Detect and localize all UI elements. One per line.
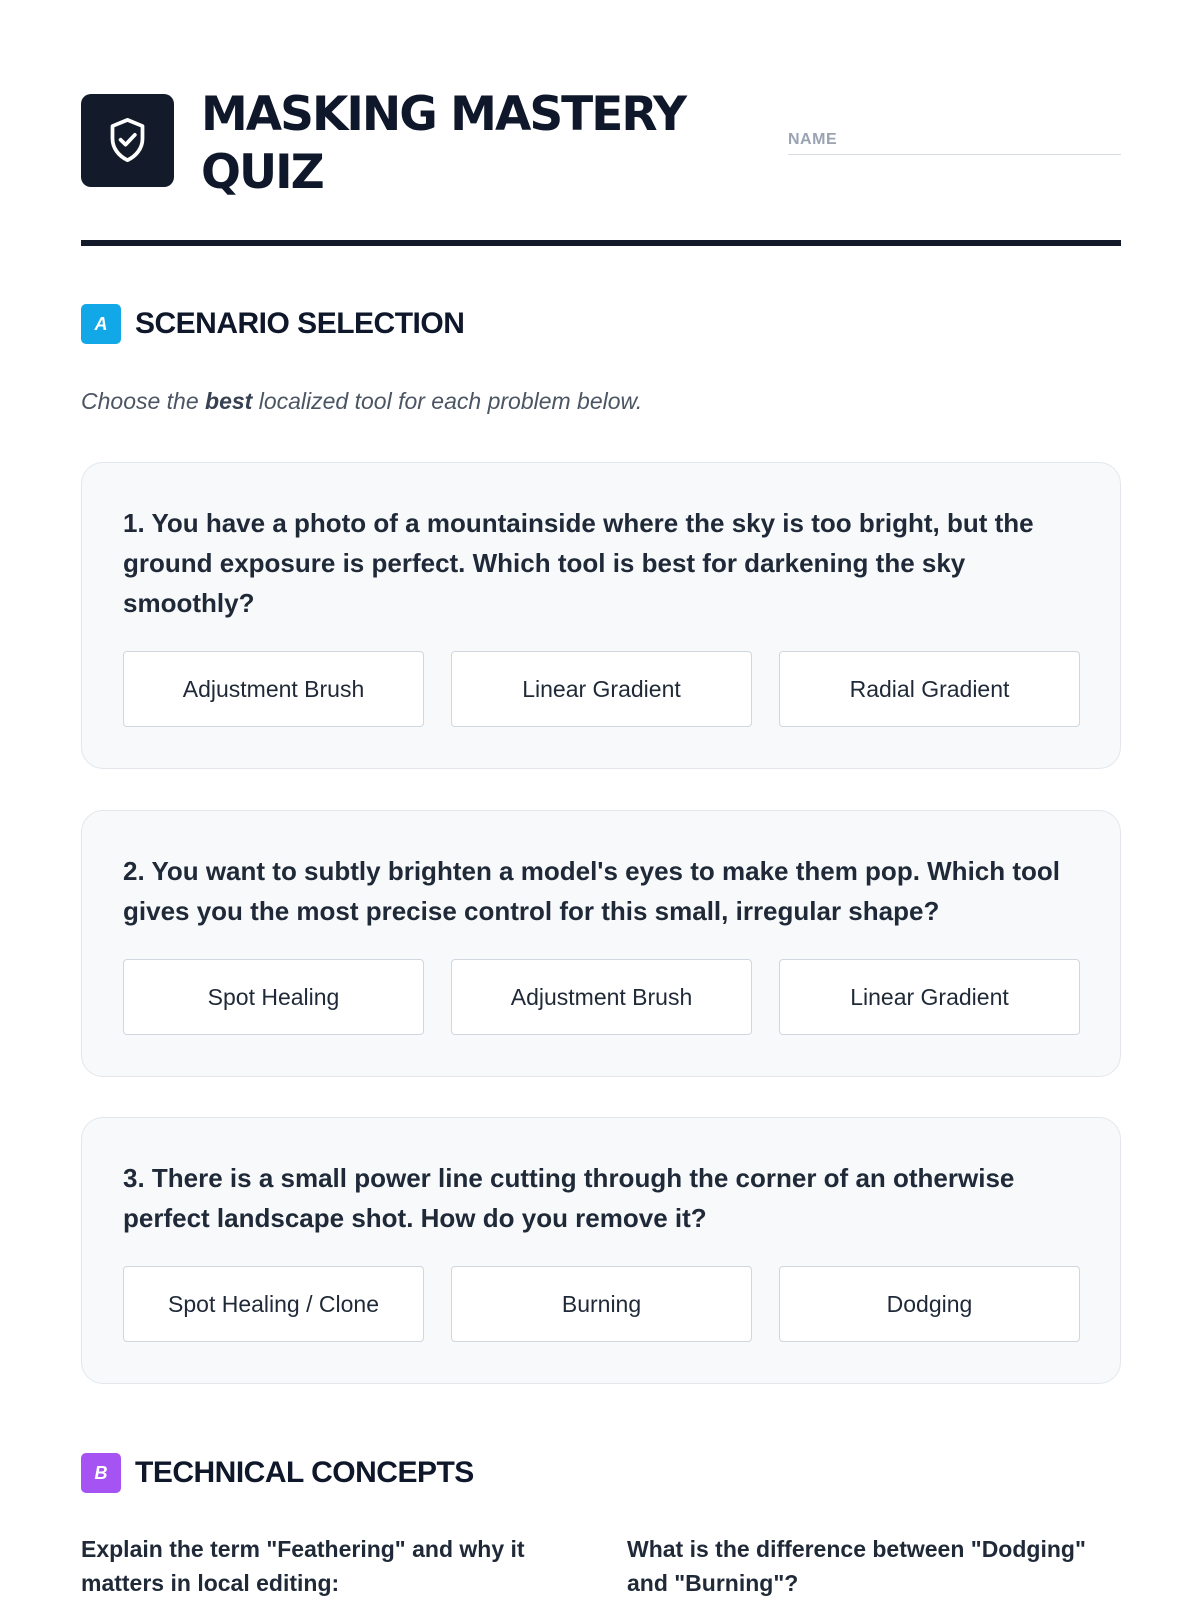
quiz-logo [81, 94, 174, 187]
question-1-option-1[interactable]: Adjustment Brush [123, 651, 424, 727]
section-a-instructions [81, 386, 642, 416]
page-title-line-2: QUIZ [201, 145, 323, 200]
question-3-option-1[interactable]: Spot Healing / Clone [123, 1266, 424, 1342]
question-card-2 [81, 810, 1121, 1077]
page-title-line-1: MASKING MASTERY [201, 87, 685, 142]
section-a-badge: A [81, 304, 121, 344]
question-3-option-2[interactable]: Burning [451, 1266, 752, 1342]
question-1-option-2[interactable]: Linear Gradient [451, 651, 752, 727]
question-2-option-3[interactable]: Linear Gradient [779, 959, 1080, 1035]
question-2-options [123, 959, 1081, 1035]
question-2-option-1[interactable]: Spot Healing [123, 959, 424, 1035]
section-b-badge: B [81, 1453, 121, 1493]
question-card-1 [81, 462, 1121, 769]
name-field[interactable] [788, 126, 1121, 155]
quiz-header [81, 86, 1121, 206]
name-field-wrapper [788, 126, 1121, 154]
concept-prompt-feathering: Explain the term "Feathering" and why it matters in local editing: [81, 1536, 525, 1596]
question-3-option-3[interactable]: Dodging [779, 1266, 1080, 1342]
shield-check-icon [105, 116, 150, 165]
question-2-option-2[interactable]: Adjustment Brush [451, 959, 752, 1035]
section-a-header [81, 304, 1121, 344]
instructions-prefix: Choose the [81, 388, 206, 414]
page-title [201, 86, 761, 202]
section-b-header [81, 1453, 1121, 1493]
instructions-suffix: localized tool for each problem below. [252, 388, 643, 414]
question-2-text: 2. You want to subtly brighten a model's eyes to make them pop. Which tool gives you the most precise control for this small, irregular shape? [123, 856, 1061, 926]
section-a-title: SCENARIO SELECTION [135, 307, 465, 340]
instructions-emphasis: best [205, 388, 253, 414]
question-1-options [123, 651, 1081, 727]
question-3-options [123, 1266, 1081, 1342]
question-card-3 [81, 1117, 1121, 1384]
question-3-text: 3. There is a small power line cutting through the corner of an otherwise perfect landscape shot. How do you remove it? [123, 1163, 1015, 1233]
header-divider [81, 240, 1121, 246]
section-b-title: TECHNICAL CONCEPTS [135, 1456, 474, 1489]
question-1-text: 1. You have a photo of a mountainside where the sky is too bright, but the ground exposure is perfect. Which tool is best for darkening the sky smoothly? [123, 508, 1034, 618]
question-1-option-3[interactable]: Radial Gradient [779, 651, 1080, 727]
concept-prompt-dodge-burn: What is the difference between "Dodging" and "Burning"? [627, 1536, 1086, 1596]
